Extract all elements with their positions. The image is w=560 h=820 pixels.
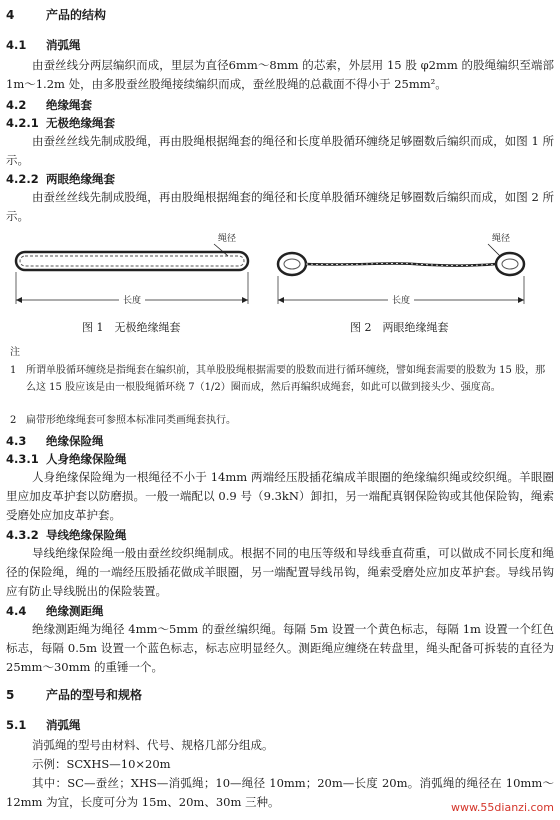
section-title: 绝缘绳套 [46, 98, 92, 112]
section-number: 4.4 [6, 604, 27, 618]
figure-1-caption: 图 1 无极绝缘绳套 [82, 321, 181, 334]
section-title: 产品的结构 [46, 8, 107, 22]
section-4-3-heading [6, 432, 104, 451]
section-title: 导线绝缘保险绳 [46, 528, 127, 542]
section-5-1-example: 示例：SCXHS—10×20m [32, 757, 171, 771]
section-4-2-1-heading [6, 114, 115, 133]
section-5-1-heading [6, 716, 81, 735]
section-4-3-1-paragraph: 人身绝缘保险绳为一根绳径不小于 14mm 两端经压股插花编成羊眼圈的绝缘编织绳或绞织绳。羊眼圈里应加皮革护套以防磨损。一般一端配以 0.9 号（9.3kN）卸扣，另一端配真钢保险钩或其他保险钩，绳索受磨处应加皮革护套。 [6, 470, 554, 522]
section-4-1-paragraph: 由蚕丝线分两层编织而成，里层为直径6mm～8mm 的芯索，外层用 15 股 φ2mm 的股绳编织至端部 1m～1.2m 处，由多股蚕丝股绳接续编织而成，蚕丝股绳的总截面不得小于 25mm²。 [6, 58, 554, 91]
section-4-3-2-paragraph: 导线绝缘保险绳一般由蚕丝绞织绳制成。根据不同的电压等级和导线垂直荷重，可以做成不同长度和绳径的保险绳，绳的一端经压股插花做成羊眼圈，另一端配置导线吊钩，绳索受磨处应加皮革护套。导线吊钩应有防止导线脱出的保险装置。 [6, 546, 554, 598]
section-4-3-1-heading [6, 450, 127, 469]
figure-2-length-label: 长度 [391, 296, 411, 306]
section-title: 绝缘保险绳 [46, 434, 104, 448]
section-4-3-2-heading [6, 526, 127, 545]
section-number: 4.2 [6, 98, 27, 112]
section-title: 绝缘测距绳 [46, 604, 104, 618]
figure-1-length-label: 长度 [122, 296, 142, 306]
section-title: 无极绝缘绳套 [46, 116, 115, 130]
section-4-2-2-heading [6, 170, 115, 189]
section-title: 产品的型号和规格 [46, 688, 143, 702]
watermark-url: www.55dianzi.com [450, 801, 554, 814]
figure-2-diameter-label: 绳径 [492, 234, 511, 244]
section-5-1-intro: 消弧绳的型号由材料、代号、规格几部分组成。 [32, 738, 274, 752]
section-5-heading [6, 686, 142, 705]
figure-1-diameter-label: 绳径 [218, 234, 237, 244]
section-number: 4.3.2 [6, 528, 39, 542]
section-4-2-1-paragraph: 由蚕丝丝线先制成股绳，再由股绳根据绳套的绳径和长度单股循环缠绕足够圈数后编织而成，如图 1 所示。 [6, 134, 554, 167]
section-4-2-heading [6, 96, 92, 115]
section-number: 4 [6, 8, 15, 22]
section-4-2-2-paragraph: 由蚕丝丝线先制成股绳，再由股绳根据绳套的绳径和长度单股循环缠绕足够圈数后编织而成，如图 2 所示。 [6, 190, 554, 223]
section-number: 4.3 [6, 434, 27, 448]
figure-1-endless-sling [6, 226, 256, 308]
note-number: 2 [10, 415, 17, 426]
section-number: 4.3.1 [6, 452, 39, 466]
section-number: 4.2.2 [6, 172, 39, 186]
figure-2-two-eye-sling [274, 226, 534, 308]
section-number: 4.1 [6, 38, 27, 52]
section-number: 5.1 [6, 718, 27, 732]
section-4-1-heading [6, 36, 81, 55]
note-number: 1 [10, 365, 17, 376]
section-title: 两眼绝缘绳套 [46, 172, 115, 186]
section-4-4-heading [6, 602, 104, 621]
figure-2-caption: 图 2 两眼绝缘绳套 [350, 321, 449, 334]
section-title: 人身绝缘保险绳 [46, 452, 127, 466]
section-5-1-explanation: 其中：SC—蚕丝；XHS—消弧绳；10—绳径 10mm；20m—长度 20m。消弧绳的绳径在 10mm～12mm 为宜，长度可分为 15m、20m、30m 三种。 [6, 776, 554, 809]
note-text: 扁带形绝缘绳套可参照本标准同类画绳套执行。 [26, 415, 236, 426]
section-number: 4.2.1 [6, 116, 39, 130]
note-2 [10, 412, 550, 429]
section-title: 消弧绳 [46, 718, 81, 732]
notes-heading: 注 [10, 347, 20, 358]
section-title: 消弧绳 [46, 38, 81, 52]
note-1 [10, 362, 550, 396]
note-text: 所谓单股循环缠绕是指绳套在编织前，其单股股绳根据需要的股数而进行循环缠绕，譬如绳套需要的股数为 15 股，那么这 15 股应该是由一根股绳循环绕 7（1/2）圈而成，然后再编织成绳套，如此可以做到接头少、强度高。 [26, 365, 546, 393]
section-number: 5 [6, 688, 15, 702]
section-4-4-paragraph: 绝缘测距绳为绳径 4mm～5mm 的蚕丝编织绳。每隔 5m 设置一个黄色标志，每隔 1m 设置一个红色标志，每隔 0.5m 设置一个蓝色标志，标志应明显经久。测距绳应缠绕在转盘里，绳头配备可拆装的直径为 25mm～30mm 的重锤一个。 [6, 622, 554, 674]
section-4-heading [6, 6, 106, 25]
